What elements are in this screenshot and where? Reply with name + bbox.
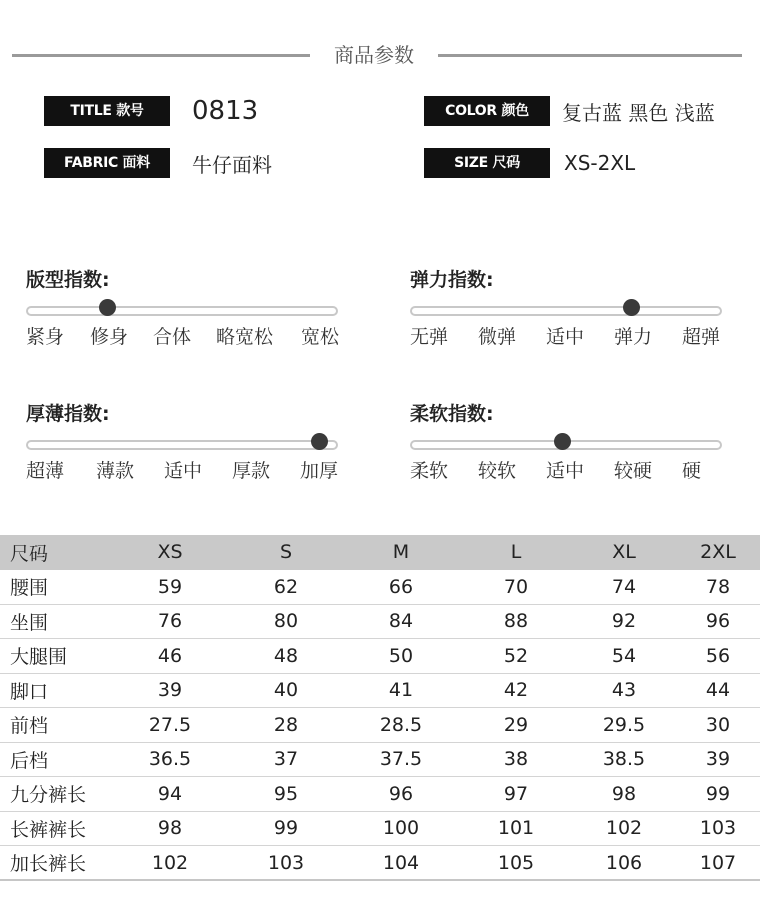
index-label: 紧身 bbox=[26, 326, 65, 348]
table-header-row bbox=[0, 535, 760, 570]
table-cell: 43 bbox=[611, 679, 637, 702]
fabric-value: 牛仔面料 bbox=[192, 152, 272, 177]
table-row bbox=[0, 639, 760, 674]
table-cell: 106 bbox=[605, 851, 643, 874]
column-header: L bbox=[510, 541, 522, 564]
softness-index bbox=[410, 400, 730, 520]
style-number: 0813 bbox=[192, 96, 259, 126]
softness-index-title: 柔软指数: bbox=[410, 403, 494, 425]
info-fabric-row bbox=[44, 148, 272, 178]
table-cell: 66 bbox=[388, 575, 414, 598]
index-label: 适中 bbox=[546, 460, 585, 482]
table-cell: 39 bbox=[705, 748, 731, 771]
index-label: 较硬 bbox=[614, 460, 653, 482]
table-row bbox=[0, 673, 760, 708]
thickness-index-title: 厚薄指数: bbox=[26, 403, 110, 425]
info-color-row bbox=[424, 96, 715, 126]
table-cell: 46 bbox=[157, 644, 183, 667]
fit-index-title: 版型指数: bbox=[26, 269, 110, 291]
fit-index-track bbox=[26, 306, 338, 316]
table-cell: 29 bbox=[503, 713, 529, 736]
column-header: 尺码 bbox=[10, 542, 49, 565]
table-cell: 96 bbox=[388, 782, 414, 805]
table-cell: 28.5 bbox=[379, 713, 423, 736]
thickness-index bbox=[26, 400, 346, 520]
index-label: 适中 bbox=[546, 326, 585, 348]
table-cell: 28 bbox=[273, 713, 299, 736]
table-cell: 38.5 bbox=[602, 748, 646, 771]
row-label: 前档 bbox=[10, 715, 49, 738]
row-label: 腰围 bbox=[10, 577, 49, 599]
fit-index-labels bbox=[26, 322, 346, 352]
table-cell: 88 bbox=[503, 610, 529, 633]
index-label: 加厚 bbox=[300, 460, 339, 482]
size-range: XS-2XL bbox=[564, 151, 636, 175]
table-cell: 104 bbox=[382, 851, 420, 874]
column-header: M bbox=[392, 541, 410, 564]
table-cell: 80 bbox=[273, 610, 299, 633]
section-header bbox=[0, 40, 760, 70]
column-header: 2XL bbox=[700, 541, 736, 564]
table-cell: 29.5 bbox=[602, 713, 646, 736]
info-size-row bbox=[424, 148, 635, 178]
index-label: 硬 bbox=[682, 460, 702, 482]
fit-index bbox=[26, 266, 346, 386]
table-cell: 99 bbox=[705, 782, 731, 805]
row-label: 大腿围 bbox=[10, 646, 68, 669]
color-badge: COLOR 颜色 bbox=[424, 96, 550, 126]
table-cell: 62 bbox=[273, 575, 299, 598]
index-label: 微弹 bbox=[478, 326, 517, 348]
table-cell: 37.5 bbox=[379, 748, 423, 771]
fit-index-marker bbox=[99, 299, 116, 316]
table-cell: 40 bbox=[273, 679, 299, 702]
table-cell: 70 bbox=[503, 575, 529, 598]
index-label: 较软 bbox=[478, 460, 517, 482]
table-cell: 38 bbox=[503, 748, 529, 771]
softness-index-labels bbox=[410, 456, 730, 486]
table-cell: 48 bbox=[273, 644, 299, 667]
index-label: 超薄 bbox=[26, 460, 65, 482]
table-cell: 39 bbox=[157, 679, 183, 702]
table-cell: 50 bbox=[388, 644, 414, 667]
stretch-index-labels bbox=[410, 322, 730, 352]
stretch-index bbox=[410, 266, 730, 386]
table-cell: 36.5 bbox=[148, 748, 192, 771]
table-cell: 98 bbox=[157, 817, 183, 840]
table-cell: 100 bbox=[382, 817, 420, 840]
table-cell: 56 bbox=[705, 644, 731, 667]
row-label: 加长裤长 bbox=[10, 853, 87, 875]
row-label: 脚口 bbox=[10, 680, 49, 703]
table-cell: 52 bbox=[503, 644, 529, 667]
page-title: 商品参数 bbox=[334, 43, 414, 67]
table-row bbox=[0, 742, 760, 777]
table-cell: 74 bbox=[611, 575, 637, 598]
column-header: S bbox=[279, 541, 293, 564]
table-row bbox=[0, 846, 760, 881]
table-row bbox=[0, 777, 760, 812]
stretch-index-marker bbox=[623, 299, 640, 316]
table-cell: 107 bbox=[699, 851, 737, 874]
table-cell: 76 bbox=[157, 610, 183, 633]
table-row bbox=[0, 604, 760, 639]
table-cell: 95 bbox=[273, 782, 299, 805]
table-cell: 105 bbox=[497, 851, 535, 874]
header-divider-right bbox=[438, 54, 742, 57]
table-cell: 94 bbox=[157, 782, 183, 805]
table-cell: 103 bbox=[267, 851, 305, 874]
table-cell: 101 bbox=[497, 817, 535, 840]
index-label: 薄款 bbox=[96, 460, 135, 482]
index-label: 柔软 bbox=[410, 460, 449, 482]
table-cell: 59 bbox=[157, 575, 183, 598]
table-cell: 102 bbox=[151, 851, 189, 874]
table-cell: 98 bbox=[611, 782, 637, 805]
table-cell: 78 bbox=[705, 575, 731, 598]
stretch-index-track bbox=[410, 306, 722, 316]
index-label: 弹力 bbox=[614, 326, 653, 348]
table-cell: 41 bbox=[388, 679, 414, 702]
table-cell: 84 bbox=[388, 610, 414, 633]
size-chart-table bbox=[0, 535, 760, 881]
title-badge: TITLE 款号 bbox=[44, 96, 170, 126]
index-label: 厚款 bbox=[232, 460, 271, 482]
thickness-index-marker bbox=[311, 433, 328, 450]
table-cell: 99 bbox=[273, 817, 299, 840]
table-cell: 30 bbox=[705, 713, 731, 736]
row-label: 长裤裤长 bbox=[10, 818, 87, 841]
table-cell: 92 bbox=[611, 610, 637, 633]
table-cell: 42 bbox=[503, 679, 529, 702]
index-label: 修身 bbox=[90, 326, 129, 348]
index-label: 宽松 bbox=[301, 326, 340, 348]
table-cell: 96 bbox=[705, 610, 731, 633]
info-title-row bbox=[44, 96, 258, 126]
table-row bbox=[0, 708, 760, 743]
table-cell: 27.5 bbox=[148, 713, 192, 736]
index-label: 略宽松 bbox=[216, 326, 274, 348]
table-cell: 97 bbox=[503, 782, 529, 805]
row-label: 坐围 bbox=[10, 611, 49, 634]
header-divider-left bbox=[12, 54, 310, 57]
table-cell: 102 bbox=[605, 817, 643, 840]
column-header: XS bbox=[157, 541, 183, 564]
table-row bbox=[0, 811, 760, 846]
thickness-index-track bbox=[26, 440, 338, 450]
row-label: 九分裤长 bbox=[10, 784, 87, 807]
thickness-index-labels bbox=[26, 456, 346, 486]
row-label: 后档 bbox=[10, 749, 49, 772]
table-cell: 37 bbox=[273, 748, 299, 771]
column-header: XL bbox=[612, 541, 636, 564]
table-cell: 54 bbox=[611, 644, 637, 667]
color-value: 复古蓝 黑色 浅蓝 bbox=[562, 100, 715, 125]
table-cell: 44 bbox=[705, 679, 731, 702]
index-label: 超弹 bbox=[682, 326, 721, 348]
fabric-badge: FABRIC 面料 bbox=[44, 148, 170, 178]
index-label: 适中 bbox=[164, 460, 203, 482]
table-cell: 103 bbox=[699, 817, 737, 840]
table-row bbox=[0, 570, 760, 605]
index-label: 无弹 bbox=[410, 326, 449, 348]
size-badge: SIZE 尺码 bbox=[424, 148, 550, 178]
index-label: 合体 bbox=[153, 326, 192, 348]
stretch-index-title: 弹力指数: bbox=[410, 269, 494, 291]
